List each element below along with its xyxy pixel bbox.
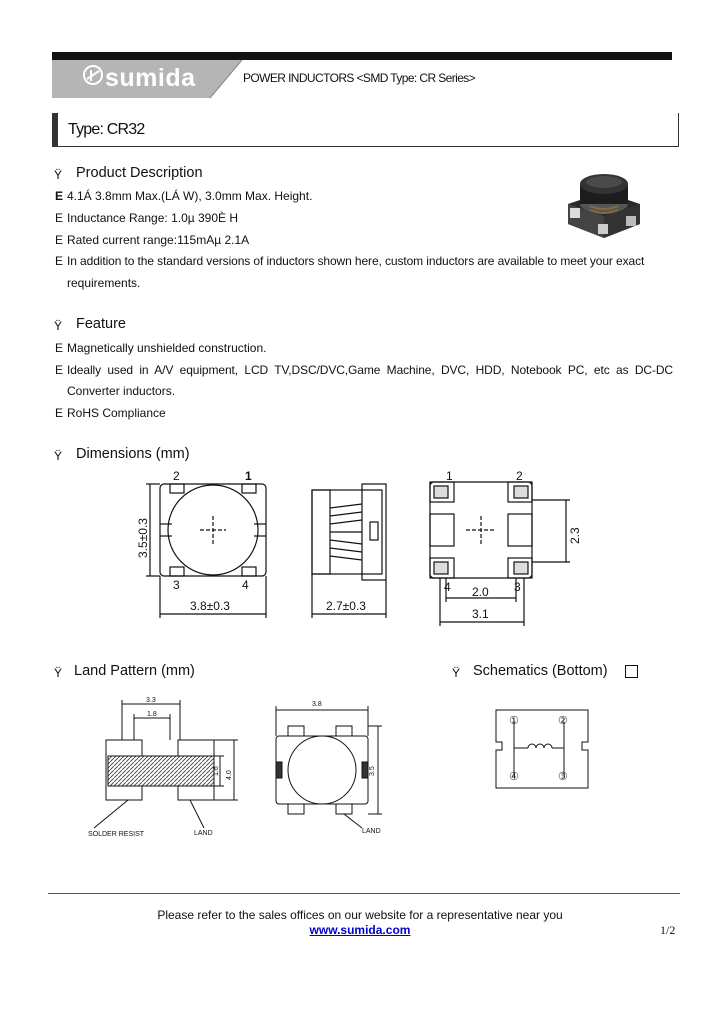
bullet-mark: E (55, 254, 64, 268)
land-dim-h-outer: 4.0 (226, 770, 233, 780)
section-mark: Ÿ (452, 666, 461, 680)
feature-line: Ideally used in A/V equipment, LCD TV,DSC/DVC,Game Machine, DVC, HDD, Notebook PC, etc as DC-DC (67, 363, 673, 377)
page-number: 1/2 (660, 923, 676, 937)
brand-logo-text: sumida (105, 64, 196, 92)
pin-label: 4 (242, 578, 249, 592)
inductor-photo (562, 164, 646, 242)
section-mark: Ÿ (54, 319, 63, 333)
schematic-pin: ② (558, 715, 568, 727)
header-top-bar (52, 52, 672, 60)
land-dim-outer: 3.3 (146, 697, 156, 704)
sumida-logo-icon (82, 64, 104, 86)
pin-label: 2 (173, 469, 180, 483)
type-label: Type: CR32 (68, 121, 145, 138)
schematic-pin: ④ (509, 771, 519, 783)
schematic-pin: ① (509, 715, 519, 727)
bullet-mark: E (55, 211, 64, 225)
description-line: Inductance Range: 1.0µ 390È H (67, 211, 239, 225)
pin-label: 3 (514, 580, 521, 594)
schematic-pin: ③ (558, 771, 568, 783)
land-dim-inner: 1.8 (147, 711, 157, 718)
land-label: LAND (194, 830, 213, 837)
dim-bottom-height: 2.3 (568, 527, 582, 544)
bullet-mark: E (55, 341, 64, 355)
feature-line: Magnetically unshielded construction. (67, 341, 267, 355)
type-box-border (678, 113, 679, 147)
footer-divider (48, 893, 680, 894)
dimensions-heading: Dimensions (mm) (76, 446, 190, 462)
description-line: Rated current range:115mAµ 2.1A (67, 233, 250, 247)
land-dim-h-inner: 1.6 (213, 766, 220, 776)
description-line: 4.1Á 3.8mm Max.(LÁ W), 3.0mm Max. Height. (67, 189, 313, 203)
pin-label: 1 (245, 469, 252, 483)
checkbox-glyph (625, 665, 638, 678)
bullet-mark: E (55, 189, 64, 203)
dim-width: 3.8±0.3 (190, 599, 230, 613)
dimension-drawings (130, 468, 580, 628)
footprint-land-label: LAND (362, 828, 381, 835)
feature-line: Converter inductors. (67, 384, 176, 398)
description-line: In addition to the standard versions of inductors shown here, custom inductors are available to meet your exact (67, 254, 645, 268)
solder-resist-label: SOLDER RESIST (88, 831, 145, 838)
type-accent-bar (52, 113, 58, 147)
pin-label: 1 (446, 469, 453, 483)
dim-height: 3.5±0.3 (136, 518, 150, 558)
land-pattern-drawing (70, 690, 400, 840)
bullet-mark: E (55, 363, 64, 377)
section-mark: Ÿ (54, 168, 63, 182)
dim-outer: 3.1 (472, 607, 489, 621)
schematic-diagram (494, 708, 590, 790)
feature-heading: Feature (76, 316, 126, 332)
description-line: requirements. (67, 276, 141, 290)
footprint-width: 3.8 (312, 701, 322, 708)
bullet-mark: E (55, 406, 64, 420)
section-mark: Ÿ (54, 666, 63, 680)
dim-inner: 2.0 (472, 585, 489, 599)
schematics-heading: Schematics (Bottom) (473, 663, 608, 679)
dim-side-width: 2.7±0.3 (326, 599, 366, 613)
land-pattern-heading: Land Pattern (mm) (74, 663, 195, 679)
footprint-height: 3.5 (369, 766, 376, 776)
pin-label: 4 (444, 580, 451, 594)
header-title: POWER INDUCTORS <SMD Type: CR Series> (243, 71, 476, 85)
pin-label: 3 (173, 578, 180, 592)
type-box-border-bottom (58, 146, 679, 147)
product-description-heading: Product Description (76, 165, 203, 181)
pin-label: 2 (516, 469, 523, 483)
feature-line: RoHS Compliance (67, 406, 166, 420)
footer-text: Please refer to the sales offices on our website for a representative near you (157, 908, 563, 922)
bullet-mark: E (55, 233, 64, 247)
section-mark: Ÿ (54, 449, 63, 463)
website-link[interactable]: www.sumida.com (309, 923, 411, 937)
